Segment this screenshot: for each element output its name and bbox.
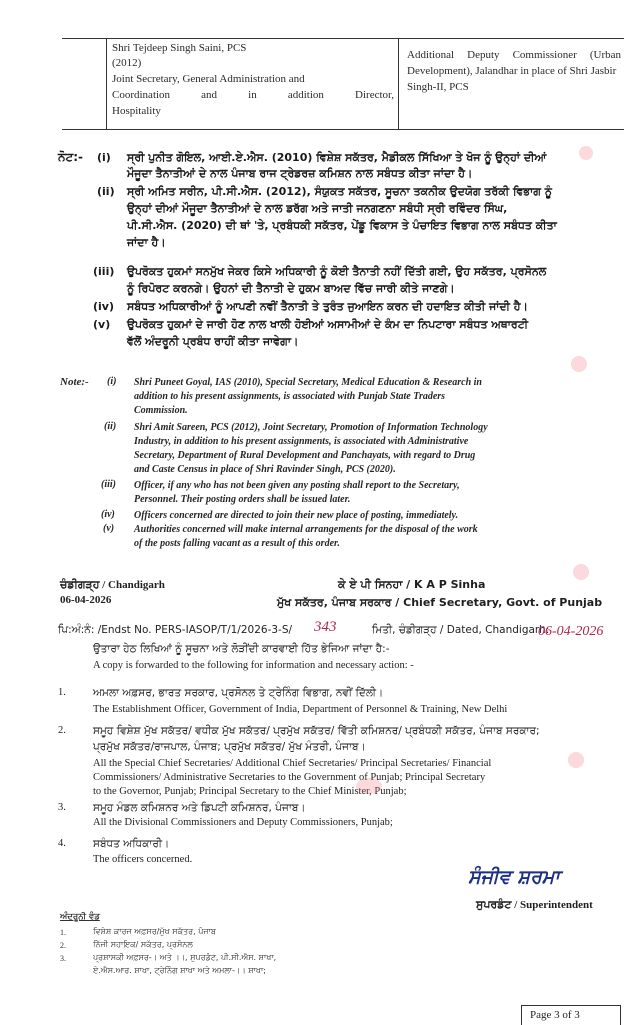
english-note-line: Shri Amit Sareen, PCS (2012), Joint Secretary, Promotion of Information Technology [134,422,488,433]
punjabi-note-number: (iii) [93,265,115,278]
table-serial-cell [62,39,107,129]
endorsement-date-prefix: ਮਿਤੀ, ਚੰਡੀਗੜ੍ਹ / Dated, Chandigarh: [372,624,550,636]
internal-line: ਏ.ਐਸ.ਆਰ. ਸ਼ਾਖਾ, ਟ੍ਰੇਨਿੰਗ ਸ਼ਾਖਾ ਅਤੇ ਅਮਲਾ-।। ਸ਼ਾਖਾ; [93,966,266,975]
english-note-label: Note:- [60,376,89,388]
english-note-line: Officers concerned are directed to join their new place of posting, immediately. [134,510,459,521]
page-number: Page 3 of 3 [530,1009,580,1021]
english-note-line: and Caste Census in place of Shri Ravinder Singh, PCS (2020). [134,464,396,475]
posting-table [62,38,624,130]
officer-line: Shri Tejdeep Singh Saini, PCS [112,42,247,54]
recipient-number: 3. [58,802,66,813]
endorsement-number: 343 [314,619,337,635]
officer-line: Hospitality [112,105,161,117]
internal-number: 3. [60,954,66,963]
punjabi-note-label: ਨੋਟ:- [58,150,83,164]
stamp-mark [579,146,593,160]
recipient-number: 4. [58,838,66,849]
table-officer-cell [106,39,399,129]
stamp-mark [568,752,584,768]
recipient-punjabi: ਸਮੂਹ ਵਿਸ਼ੇਸ਼ ਮੁੱਖ ਸਕੱਤਰ/ ਵਧੀਕ ਮੁੱਖ ਸਕੱਤਰ/ ਪ੍ਰਮੁੱਖ ਸਕੱਤਰ/ ਵਿੱਤੀ ਕਮਿਸ਼ਨਰ/ ਪ੍ਰਬੰਧਕੀ ਸਕੱਤਰ, ਪੰਜਾਬ ਸਰਕਾਰ; [93,725,540,737]
order-date: 06-04-2026 [60,594,112,606]
punjabi-note-line: ਉਨ੍ਹਾਂ ਦੀਆਂ ਮੌਜੂਦਾ ਤੈਨਾਤੀਆਂ ਦੇ ਨਾਲ ਡਰੱਗ ਅਤੇ ਜਾਤੀ ਜਨਗਣਨਾ ਸਬੰਧੀ ਸ੍ਰੀ ਰਵਿੰਦਰ ਸਿੰਘ, [127,202,508,215]
forward-english: A copy is forwarded to the following for information and necessary action: - [93,660,414,671]
signatory-designation: ਮੁੱਖ ਸਕੱਤਰ, ਪੰਜਾਬ ਸਰਕਾਰ / Chief Secretary, Govt. of Punjab [277,596,603,609]
punjabi-note-line: ਨੂੰ ਰਿਪੋਰਟ ਕਰਨਗੇ। ਉਹਨਾਂ ਦੀ ਤੈਨਾਤੀ ਦੇ ਹੁਕਮ ਬਾਅਦ ਵਿੱਚ ਜਾਰੀ ਕੀਤੇ ਜਾਣਗੇ। [127,282,455,295]
internal-heading: ਅੰਦਰੂਨੀ ਵੰਡ [60,912,100,922]
stamp-mark [573,564,589,580]
internal-number: 2. [60,941,66,950]
table-posting-cell [399,39,624,129]
posting-line: Development), Jalandhar in place of Shri Jasbir [407,65,617,77]
english-note-line: Officer, if any who has not been given any posting shall report to the Secretary, [134,480,460,491]
punjabi-note-line: ਸਬੰਧਤ ਅਧਿਕਾਰੀਆਂ ਨੂੰ ਆਪਣੀ ਨਵੀਂ ਤੈਨਾਤੀ ਤੇ ਤੁਰੰਤ ਜੁਆਇਨ ਕਰਨ ਦੀ ਹਦਾਇਤ ਕੀਤੀ ਜਾਂਦੀ ਹੈ। [127,300,528,313]
recipient-english: The officers concerned. [93,854,193,865]
english-note-number: (v) [103,523,115,534]
english-note-line: Authorities concerned will make internal arrangements for the disposal of the work [134,524,478,535]
english-note-line: Industry, in addition to his present assignments, is associated with Administrative [134,436,469,447]
place-english: / Chandigarh [102,579,165,591]
posting-line: Singh-II, PCS [407,81,469,93]
place-line [60,578,165,592]
recipient-english: The Establishment Officer, Government of India, Department of Personnel & Training, New Delhi [93,704,508,715]
superintendent-label [476,898,593,912]
punjabi-note-line: ਪੀ.ਸੀ.ਐਸ. (2020) ਦੀ ਥਾਂ 'ਤੇ, ਪ੍ਰਬੰਧਕੀ ਸਕੱਤਰ, ਪੇਂਡੂ ਵਿਕਾਸ ਤੇ ਪੰਚਾਇਤ ਵਿਭਾਗ ਨਾਲ ਸਬੰਧਤ ਕੀਤਾ [127,219,557,232]
recipient-english: Commissioners/ Administrative Secretaries to the Government of Punjab; Principal Secretary [93,772,486,783]
officer-line: Coordination and in addition Director, [112,89,394,101]
stamp-mark [571,356,587,372]
recipient-number: 2. [58,725,66,736]
punjabi-note-line: ਉਪਰੋਕਤ ਹੁਕਮਾਂ ਸਨਮੁੱਖ ਜੇਕਰ ਕਿਸੇ ਅਧਿਕਾਰੀ ਨੂੰ ਕੋਈ ਤੈਨਾਤੀ ਨਹੀਂ ਦਿੱਤੀ ਗਈ, ਉਹ ਸਕੱਤਰ, ਪ੍ਰਸੋਨਲ [127,265,547,278]
place-punjabi: ਚੰਡੀਗੜ੍ਹ [60,578,100,591]
posting-line: Additional Deputy Commissioner (Urban [407,49,621,61]
recipient-punjabi: ਪ੍ਰਮੁੱਖ ਸਕੱਤਰ/ਰਾਜਪਾਲ, ਪੰਜਾਬ; ਪ੍ਰਮੁੱਖ ਸਕੱਤਰ/ ਮੁੱਖ ਮੰਤਰੀ, ਪੰਜਾਬ। [93,741,366,753]
english-note-line: Commission. [134,405,188,416]
punjabi-note-line: ਸ੍ਰੀ ਅਮਿਤ ਸਰੀਨ, ਪੀ.ਸੀ.ਐਸ. (2012), ਸੰਯੁਕਤ ਸਕੱਤਰ, ਸੂਚਨਾ ਤਕਨੀਕ ਉਦਯੋਗ ਤਰੱਕੀ ਵਿਭਾਗ ਨੂੰ [127,185,552,198]
recipient-punjabi: ਸਬੰਧਤ ਅਧਿਕਾਰੀ। [93,838,170,850]
english-note-line: Personnel. Their posting orders shall be issued later. [134,494,351,505]
punjabi-note-line: ਮੌਜੂਦਾ ਤੈਨਾਤੀਆਂ ਦੇ ਨਾਲ ਪੰਜਾਬ ਰਾਜ ਟ੍ਰੇਡਰਜ਼ ਕਮਿਸ਼ਨ ਨਾਲ ਸਬੰਧਤ ਕੀਤਾ ਜਾਂਦਾ ਹੈ। [127,167,473,180]
internal-line: ਪ੍ਰਸ਼ਾਸਕੀ ਅਫ਼ਸਰ-। ਅਤੇ ।।, ਸੁਪਰਡੰਟ, ਪੀ.ਸੀ.ਐਸ. ਸ਼ਾਖਾ, [93,953,277,962]
signatory-name: ਕੇ ਏ ਪੀ ਸਿਨਹਾ / K A P Sinha [338,578,486,591]
page-number-box [521,1005,621,1025]
stamp-mark [356,778,382,794]
english-note-line: Secretary, Department of Rural Development and Panchayats, with regard to Drug [134,450,476,461]
punjabi-note-number: (iv) [93,300,114,313]
officer-line: (2012) [112,57,142,69]
endorsement-prefix: ਪਿ:ਅੰ:ਨੰ: /Endst No. PERS-IASOP/T/1/2026-3-S/ [58,624,293,636]
punjabi-note-number: (i) [97,151,111,164]
punjabi-note-line: ਵੱਲੋਂ ਅੰਦਰੂਨੀ ਪ੍ਰਬੰਧ ਰਾਹੀਂ ਕੀਤਾ ਜਾਵੇਗਾ। [127,335,299,348]
punjabi-note-number: (v) [93,318,111,331]
english-note-line: of the posts falling vacant as a result of this order. [134,538,340,549]
recipient-number: 1. [58,687,66,698]
punjabi-note-number: (ii) [97,185,115,198]
english-note-number: (i) [107,376,117,387]
superintendent-label-english: / Superintendent [514,899,593,911]
recipient-english: All the Divisional Commissioners and Deputy Commissioners, Punjab; [93,817,393,828]
english-note-number: (iii) [101,479,116,490]
forward-punjabi: ਉਤਾਰਾ ਹੇਠ ਲਿਖਿਆਂ ਨੂੰ ਸੂਚਨਾ ਅਤੇ ਲੋੜੀਂਦੀ ਕਾਰਵਾਈ ਹਿੱਤ ਭੇਜਿਆ ਜਾਂਦਾ ਹੈ:- [93,643,390,655]
punjabi-note-line: ਜਾਂਦਾ ਹੈ। [127,236,166,249]
english-note-line: addition to his present assignments, is associated with Punjab State Traders [134,391,446,402]
recipient-punjabi: ਅਮਲਾ ਅਫ਼ਸਰ, ਭਾਰਤ ਸਰਕਾਰ, ਪ੍ਰਸੋਨਲ ਤੇ ਟ੍ਰੇਨਿੰਗ ਵਿਭਾਗ, ਨਵੀਂ ਦਿੱਲੀ। [93,687,384,699]
endorsement-date: 06-04-2026 [538,624,604,639]
internal-line: ਨਿੱਜੀ ਸਹਾਇਕ/ ਸਕੱਤਰ, ਪ੍ਰਸੋਨਲ [93,940,193,949]
superintendent-signature: ਸੰਜੀਵ ਸ਼ਰਮਾ [468,866,560,888]
recipient-punjabi: ਸਮੂਹ ਮੰਡਲ ਕਮਿਸ਼ਨਰ ਅਤੇ ਡਿਪਟੀ ਕਮਿਸ਼ਨਰ, ਪੰਜਾਬ। [93,802,306,814]
recipient-english: to the Governor, Punjab; Principal Secretary to the Chief Minister, Punjab; [93,786,407,797]
english-note-number: (iv) [101,509,115,520]
punjabi-note-line: ਉਪਰੋਕਤ ਹੁਕਮਾਂ ਦੇ ਜਾਰੀ ਹੋਣ ਨਾਲ ਖਾਲੀ ਹੋਈਆਂ ਅਸਾਮੀਆਂ ਦੇ ਕੰਮ ਦਾ ਨਿਪਟਾਰਾ ਸਬੰਧਤ ਅਥਾਰਟੀ [127,318,529,331]
internal-number: 1. [60,928,66,937]
superintendent-label-punjabi: ਸੁਪਰਡੰਟ [476,898,512,911]
officer-line: Joint Secretary, General Administration and [112,73,305,85]
internal-line: ਵਿਸ਼ੇਸ਼ ਕਾਰਜ ਅਫ਼ਸਰ/ਮੁੱਖ ਸਕੱਤਰ, ਪੰਜਾਬ [93,927,216,936]
english-note-number: (ii) [104,421,117,432]
endorsement-line [58,624,292,637]
english-note-line: Shri Puneet Goyal, IAS (2010), Special Secretary, Medical Education & Research in [134,377,482,388]
recipient-english: All the Special Chief Secretaries/ Additional Chief Secretaries/ Principal Secretaries/ Financial [93,758,492,769]
punjabi-note-line: ਸ੍ਰੀ ਪੁਨੀਤ ਗੋਇਲ, ਆਈ.ਏ.ਐਸ. (2010) ਵਿਸ਼ੇਸ਼ ਸਕੱਤਰ, ਮੈਡੀਕਲ ਸਿੱਖਿਆ ਤੇ ਖੋਜ ਨੂੰ ਉਨ੍ਹਾਂ ਦੀਆਂ [127,151,547,164]
